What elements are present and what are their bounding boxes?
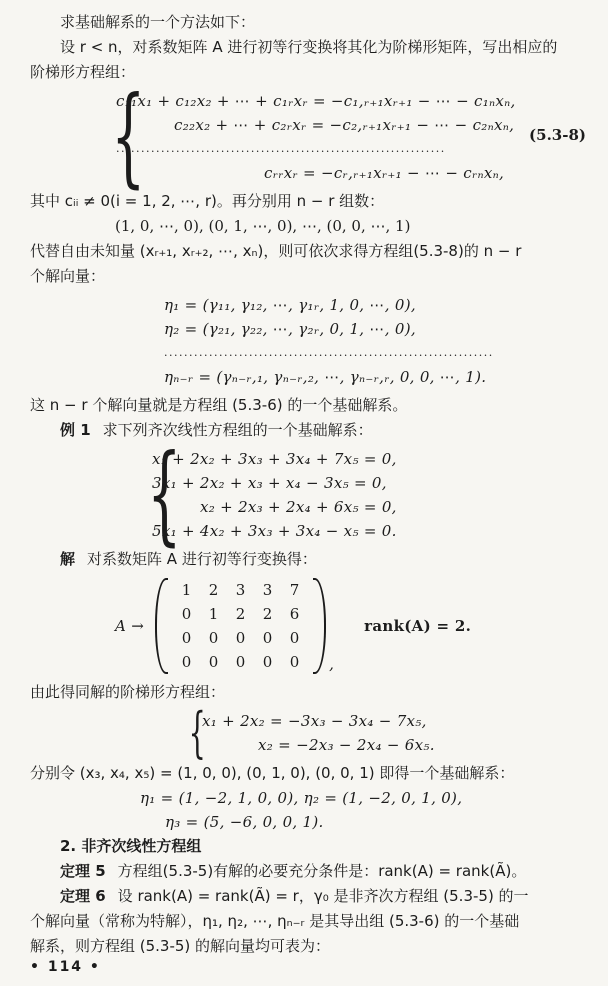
example-equation-3: x₂ + 2x₃ + 2x₄ + 6x₅ = 0,: [200, 498, 397, 516]
page-number: • 114 •: [30, 959, 101, 975]
theorem6-paragraph-line2: 个解向量（常称为特解），η₁, η₂, ⋯, ηₙ₋ᵣ 是其导出组 (5.3-6) 的一个基础: [30, 912, 520, 930]
example-equation-4: 5x₁ + 4x₂ + 3x₃ + 3x₄ − x₅ = 0.: [152, 522, 397, 540]
left-brace-icon: {: [147, 432, 182, 557]
matrix-cell: 0: [208, 653, 219, 671]
equation-number-tag: (5.3-8): [529, 126, 586, 145]
equation-line-1: c₁₁x₁ + c₁₂x₂ + ⋯ + c₁ᵣxᵣ = −c₁,ᵣ₊₁xᵣ₊₁ − ⋯ − c₁ₙxₙ,: [116, 92, 516, 110]
example-equation-system: [130, 432, 397, 557]
equation-system-5-3-8: [94, 74, 586, 199]
method-intro-paragraph: 求基础解系的一个方法如下：: [60, 13, 256, 31]
matrix-cell: 0: [235, 629, 246, 647]
solution-label: 解: [60, 550, 76, 568]
solution-paragraph: [30, 547, 586, 572]
matrix-cell: 0: [289, 629, 300, 647]
rank-statement: rank(A) = 2.: [364, 617, 472, 635]
example-label: 例 1: [60, 421, 91, 439]
substitute-paragraph-line2: 个解向量：: [30, 267, 106, 285]
ellipsis-line: ..................................................................: [164, 346, 494, 359]
example-equation-1: x₁ + 2x₂ + 3x₃ + 3x₄ + 7x₅ = 0,: [152, 450, 397, 468]
theorem5-label: 定理 5: [60, 862, 106, 880]
matrix-cell: 7: [289, 581, 300, 599]
example-equation-2: 3x₁ + 2x₂ + x₃ + x₄ − 3x₅ = 0,: [152, 474, 387, 492]
example-text: 求下列齐次线性方程组的一个基础解系：: [102, 421, 373, 439]
eta-line-1: η₁ = (γ₁₁, γ₁₂, ⋯, γ₁ᵣ, 1, 0, ⋯, 0),: [164, 296, 416, 314]
assignment-paragraph: 分别令 (x₃, x₄, x₅) = (1, 0, 0), (0, 1, 0), (0, 0, 1) 即得一个基础解系：: [30, 764, 515, 782]
equation-line-3: cᵣᵣxᵣ = −cᵣ,ᵣ₊₁xᵣ₊₁ − ⋯ − cᵣₙxₙ,: [264, 164, 505, 182]
matrix-cell: 6: [289, 605, 300, 623]
stepped-equation-2: x₂ = −2x₃ − 2x₄ − 6x₅.: [258, 736, 435, 754]
equation-line-2: c₂₂x₂ + ⋯ + c₂ᵣxᵣ = −c₂,ᵣ₊₁xᵣ₊₁ − ⋯ − c₂ₙxₙ,: [174, 116, 515, 134]
matrix-cell: 0: [208, 629, 219, 647]
eta-line-2: η₂ = (γ₂₁, γ₂₂, ⋯, γ₂ᵣ, 0, 1, ⋯, 0),: [164, 320, 416, 338]
section2-heading: 2. 非齐次线性方程组: [60, 837, 202, 855]
unit-tuples-line: (1, 0, ⋯, 0), (0, 1, ⋯, 0), ⋯, (0, 0, ⋯, 1): [115, 217, 411, 235]
matrix-comma: ,: [329, 655, 335, 673]
matrix-cell: 0: [181, 653, 192, 671]
matrix-cell: 0: [181, 605, 192, 623]
basis-conclusion-paragraph: 这 n − r 个解向量就是方程组 (5.3-6) 的一个基础解系。: [30, 396, 408, 414]
left-paren-icon: [155, 578, 168, 674]
matrix-cell: 3: [235, 581, 246, 599]
system-lines: [116, 89, 586, 185]
matrix-cell: 0: [262, 653, 273, 671]
setup-paragraph-line2: 阶梯形方程组：: [30, 63, 136, 81]
ellipsis-line: ..................................................................: [116, 142, 446, 155]
stepped-equation-system: [180, 701, 435, 764]
solution-eta-line-2: η₃ = (5, −6, 0, 0, 1).: [165, 813, 324, 831]
theorem6-text-line1: 设 rank(A) = rank(Ã) = r，γ₀ 是非齐次方程组 (5.3-5) 的一: [117, 887, 529, 905]
stepped-equation-1: x₁ + 2x₂ = −3x₃ − 3x₄ − 7x₅,: [202, 712, 427, 730]
matrix-cell: 3: [262, 581, 273, 599]
matrix-equation: [115, 576, 586, 676]
matrix-lhs: A →: [115, 617, 145, 635]
equivalent-system-intro: 由此得同解的阶梯形方程组：: [30, 683, 226, 701]
theorem6-paragraph-line3: 解系，则方程组 (5.3-5) 的解向量均可表为：: [30, 937, 331, 955]
matrix-grid: [169, 576, 312, 676]
matrix-cell: 0: [262, 629, 273, 647]
solution-eta-line-1: η₁ = (1, −2, 1, 0, 0), η₂ = (1, −2, 0, 1, 0),: [140, 789, 463, 807]
matrix-cell: 2: [235, 605, 246, 623]
solution-text: 对系数矩阵 A 进行初等行变换得：: [87, 550, 317, 568]
eta-vector-equations: [164, 293, 586, 389]
left-brace-icon: {: [111, 74, 146, 199]
matrix-cell: 2: [262, 605, 273, 623]
eta-line-n-minus-r: ηₙ₋ᵣ = (γₙ₋ᵣ,₁, γₙ₋ᵣ,₂, ⋯, γₙ₋ᵣ,ᵣ, 0, 0, ⋯, 1).: [164, 368, 487, 386]
theorem6-paragraph-line1: [30, 884, 586, 909]
theorem5-paragraph: [30, 859, 586, 884]
theorem6-label: 定理 6: [60, 887, 106, 905]
matrix-cell: 0: [289, 653, 300, 671]
right-paren-icon: [313, 578, 326, 674]
system-lines: [202, 709, 435, 757]
system-lines: [152, 447, 397, 543]
matrix-cell: 0: [181, 629, 192, 647]
matrix-cell: 1: [181, 581, 192, 599]
setup-paragraph-line1: 设 r < n，对系数矩阵 A 进行初等行变换将其化为阶梯形矩阵，写出相应的: [60, 38, 558, 56]
substitute-paragraph-line1: 代替自由未知量 (xᵣ₊₁, xᵣ₊₂, ⋯, xₙ)，则可依次求得方程组(5.3-8)的 n − r: [30, 242, 522, 260]
theorem5-text: 方程组(5.3-5)有解的必要充分条件是：rank(A) = rank(Ã)。: [117, 862, 527, 880]
where-condition-paragraph: 其中 cᵢᵢ ≠ 0(i = 1, 2, ⋯, r)。再分别用 n − r 组数：: [30, 192, 385, 210]
example-paragraph: [30, 418, 586, 443]
matrix-cell: 2: [208, 581, 219, 599]
matrix-cell: 0: [235, 653, 246, 671]
matrix-cell: 1: [208, 605, 219, 623]
left-brace-icon: {: [188, 701, 206, 764]
